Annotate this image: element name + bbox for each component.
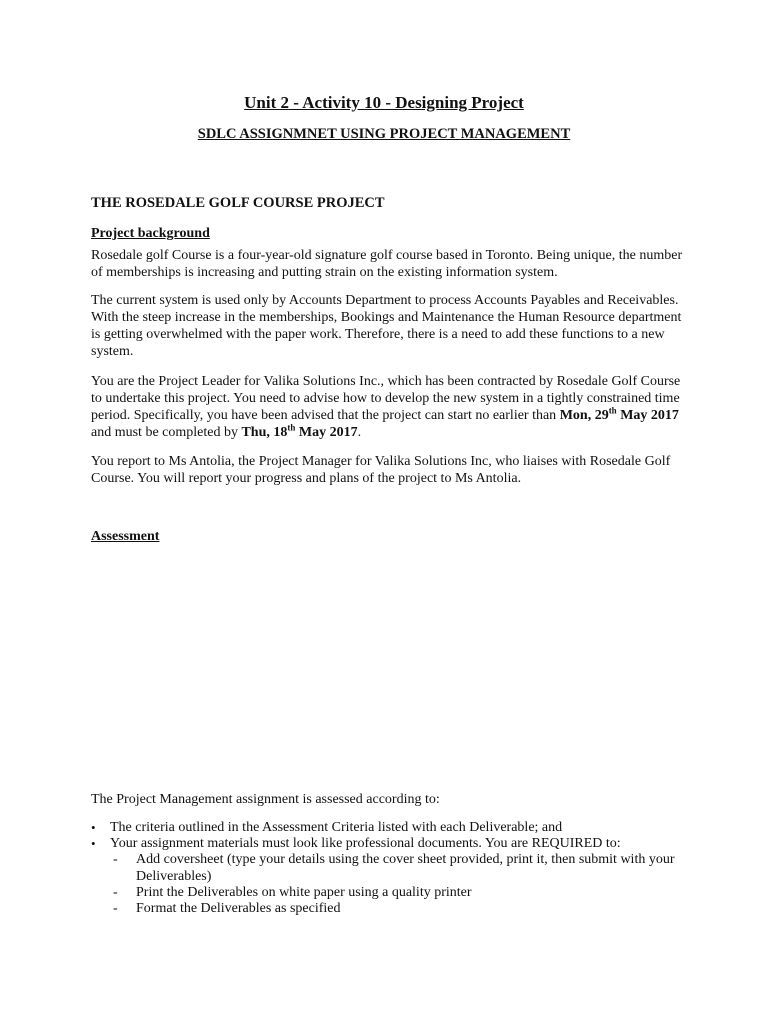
project-title: THE ROSEDALE GOLF COURSE PROJECT	[91, 195, 385, 211]
assessed-intro: The Project Management assignment is assessed according to:	[91, 792, 440, 807]
paragraph-line: You report to Ms Antolia, the Project Manager for Valika Solutions Inc, who liaises with Rosedale Golf	[91, 454, 671, 469]
background-heading: Project background	[91, 226, 210, 241]
sub-list-item-text: Print the Deliverables on white paper using a quality printer	[136, 885, 472, 900]
sub-list-item-text: Format the Deliverables as specified	[136, 901, 341, 916]
paragraph-line: and must be completed by Thu, 18th May 2017.	[91, 422, 362, 440]
end-date-intro: and must be completed by	[91, 425, 242, 440]
page-title: Unit 2 - Activity 10 - Designing Project	[244, 93, 524, 112]
paragraph-current-system	[91, 292, 691, 360]
paragraph-line	[91, 407, 691, 424]
list-item-text: Your assignment materials must look like professional documents. You are REQUIRED to:	[110, 836, 621, 851]
sub-list-item-text: Deliverables)	[136, 868, 212, 884]
bullet-icon: •	[91, 836, 96, 851]
list-item-text: The criteria outlined in the Assessment Criteria listed with each Deliverable; and	[110, 820, 563, 835]
paragraph-line: With the steep increase in the memberships, Bookings and Maintenance the Human Resource department	[91, 310, 682, 325]
page-subtitle: SDLC ASSIGNMNET USING PROJECT MANAGEMENT	[197, 126, 571, 142]
paragraph-line: The current system is used only by Accounts Department to process Accounts Payables and Receivables.	[91, 293, 679, 308]
paragraph-line: is getting overwhelmed with the paper work. Therefore, there is a need to add these functions to a new	[91, 327, 665, 342]
paragraph-line: Course. You will report your progress and plans of the project to Ms Antolia.	[91, 471, 522, 486]
assessment-heading: Assessment	[91, 529, 160, 544]
start-date-intro: period. Specifically, you have been advised that the project can start no earlier than	[91, 408, 560, 423]
dash-icon: -	[113, 901, 118, 916]
end-date: Thu, 18th May 2017	[241, 422, 358, 440]
paragraph-line: system.	[91, 344, 134, 359]
sub-list-item-text: Add coversheet (type your details using the cover sheet provided, print it, then submit with your	[136, 852, 675, 867]
paragraph-project-leader	[91, 373, 691, 441]
paragraph-line: Rosedale golf Course is a four-year-old signature golf course based in Toronto. Being unique, the number	[91, 248, 683, 263]
start-date: Mon, 29th May 2017	[559, 405, 679, 423]
paragraph-line: to undertake this project. You need to advise how to develop the new system in a tightly constrained time	[91, 391, 680, 406]
paragraph-line: You are the Project Leader for Valika Solutions Inc., which has been contracted by Rosedale Golf Course	[91, 374, 681, 389]
paragraph-reporting	[91, 453, 691, 487]
dash-icon: -	[113, 885, 118, 900]
dash-icon: -	[113, 852, 118, 867]
paragraph-line: of memberships is increasing and putting strain on the existing information system.	[91, 265, 558, 280]
bullet-icon: •	[91, 820, 96, 835]
paragraph-intro	[91, 247, 691, 281]
